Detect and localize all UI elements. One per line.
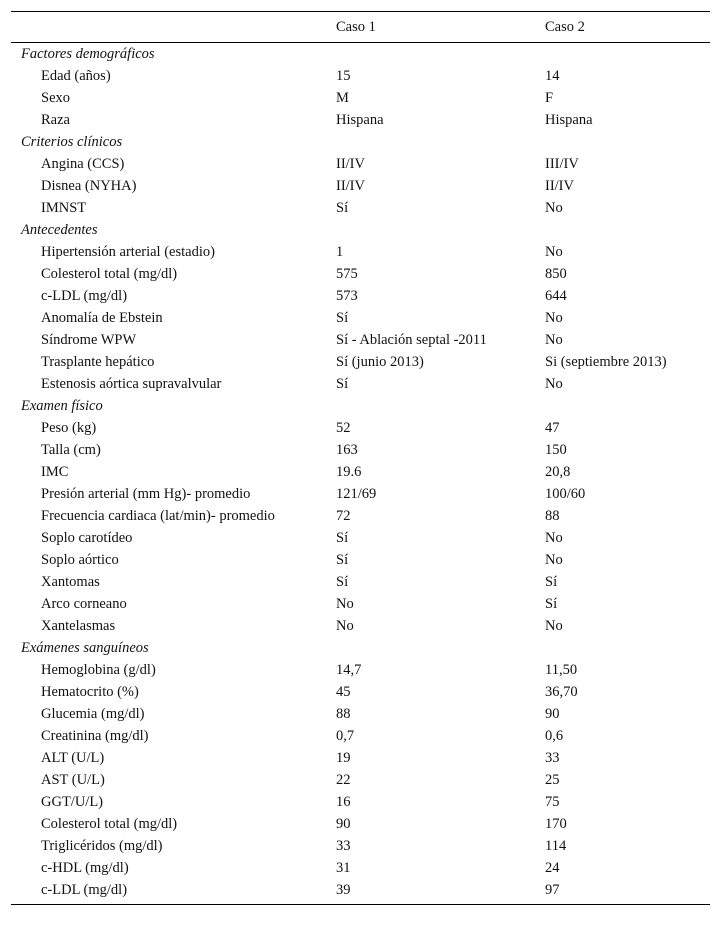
caso-2-value: 47 [545,420,560,436]
caso-2-value: 90 [545,706,560,722]
row-label: Peso (kg) [41,420,97,436]
table-row [11,791,710,813]
caso-1-value: Sí [336,530,349,546]
table-row [11,659,710,681]
row-label: Anomalía de Ebstein [41,310,163,326]
caso-2-value: No [545,376,563,392]
caso-1-value: Sí [336,574,349,590]
caso-1-value: 52 [336,420,351,436]
row-label: Talla (cm) [41,442,101,458]
clinical-table [11,11,710,905]
caso-1-value: Sí [336,200,349,216]
caso-2-value: 150 [545,442,567,458]
caso-1-value: II/IV [336,178,365,194]
caso-2-value: No [545,530,563,546]
row-label: Hematocrito (%) [41,684,139,700]
section-title: Antecedentes [21,222,98,238]
row-label: Presión arterial (mm Hg)- promedio [41,486,251,502]
row-label: c-LDL (mg/dl) [41,288,128,304]
caso-1-value: 573 [336,288,358,304]
caso-1-value: Sí [336,376,349,392]
header-cell-caso-2: Caso 2 [545,19,585,35]
section-header-row [11,395,710,417]
caso-2-value: F [545,90,554,106]
table-row [11,879,710,901]
row-label: c-HDL (mg/dl) [41,860,129,876]
caso-1-value: 22 [336,772,351,788]
table-row [11,681,710,703]
caso-1-value: Sí - Ablación septal -2011 [336,332,487,348]
caso-1-value: 1 [336,244,344,260]
caso-2-value: 11,50 [545,662,578,678]
caso-1-value: 90 [336,816,351,832]
row-label: Creatinina (mg/dl) [41,728,149,744]
table-row [11,417,710,439]
table-body [11,43,710,901]
table-row [11,725,710,747]
caso-2-value: 850 [545,266,567,282]
header-cell-caso-1: Caso 1 [336,19,376,35]
caso-1-value: 16 [336,794,351,810]
caso-2-value: 33 [545,750,560,766]
caso-1-value: 39 [336,882,351,898]
row-label: Frecuencia cardiaca (lat/min)- promedio [41,508,275,524]
row-label: GGT/U/L) [41,794,104,810]
section-title: Criterios clínicos [21,134,123,150]
table-row [11,857,710,879]
table-row [11,87,710,109]
caso-2-value: II/IV [545,178,574,194]
row-label: Soplo aórtico [41,552,119,568]
table-row [11,373,710,395]
row-label: ALT (U/L) [41,750,105,766]
caso-2-value: Sí [545,596,558,612]
caso-1-value: 45 [336,684,351,700]
caso-2-value: Sí [545,574,558,590]
caso-1-value: M [336,90,349,106]
caso-2-value: No [545,310,563,326]
row-label: Hipertensión arterial (estadio) [41,244,215,260]
row-label: Estenosis aórtica supravalvular [41,376,222,392]
table-row [11,747,710,769]
caso-1-value: 19 [336,750,351,766]
table-row [11,769,710,791]
caso-2-value: No [545,244,563,260]
row-label: Trasplante hepático [41,354,155,370]
caso-2-value: Hispana [545,112,593,128]
caso-2-value: No [545,332,563,348]
row-label: Triglicéridos (mg/dl) [41,838,163,854]
caso-2-value: 24 [545,860,560,876]
section-title: Factores demográficos [21,46,155,62]
row-label: Síndrome WPW [41,332,137,348]
caso-2-value: 14 [545,68,560,84]
section-header-row [11,43,710,65]
table-row [11,703,710,725]
row-label: Xantomas [41,574,100,590]
section-header-row [11,131,710,153]
section-header-row [11,219,710,241]
caso-1-value: No [336,618,354,634]
table-row [11,175,710,197]
caso-2-value: Si (septiembre 2013) [545,354,667,370]
row-label: Xantelasmas [41,618,116,634]
caso-2-value: 20,8 [545,464,571,480]
table-row [11,461,710,483]
row-label: Soplo carotídeo [41,530,133,546]
table-row [11,483,710,505]
caso-2-value: 75 [545,794,560,810]
section-title: Examen físico [21,398,103,414]
caso-1-value: Sí (junio 2013) [336,354,424,370]
caso-2-value: 36,70 [545,684,578,700]
row-label: Colesterol total (mg/dl) [41,266,178,282]
caso-2-value: No [545,618,563,634]
table-header-row [11,12,710,42]
caso-1-value: 33 [336,838,351,854]
caso-1-value: 0,7 [336,728,355,744]
caso-1-value: 88 [336,706,351,722]
table-row [11,351,710,373]
table-row [11,109,710,131]
section-title: Exámenes sanguíneos [21,640,149,656]
caso-2-value: III/IV [545,156,579,172]
table-row [11,439,710,461]
caso-2-value: 0,6 [545,728,564,744]
caso-1-value: No [336,596,354,612]
table-row [11,197,710,219]
caso-2-value: 170 [545,816,567,832]
row-label: IMNST [41,200,87,216]
caso-1-value: II/IV [336,156,365,172]
table-bottom-rule [11,904,710,905]
caso-1-value: Sí [336,310,349,326]
caso-1-value: 14,7 [336,662,362,678]
caso-2-value: 100/60 [545,486,586,502]
caso-2-value: No [545,200,563,216]
row-label: Angina (CCS) [41,156,125,172]
table-row [11,153,710,175]
table-row [11,813,710,835]
table-row [11,527,710,549]
row-label: Raza [41,112,70,128]
caso-2-value: No [545,552,563,568]
table-row [11,549,710,571]
row-label: Sexo [41,90,70,106]
table-row [11,263,710,285]
table-row [11,285,710,307]
caso-1-value: 575 [336,266,358,282]
caso-1-value: 72 [336,508,351,524]
table-row [11,307,710,329]
table-row [11,835,710,857]
table-row [11,615,710,637]
caso-2-value: 97 [545,882,560,898]
row-label: Edad (años) [41,68,111,84]
row-label: c-LDL (mg/dl) [41,882,128,898]
caso-2-value: 644 [545,288,567,304]
row-label: Glucemia (mg/dl) [41,706,145,722]
row-label: IMC [41,464,69,480]
row-label: Hemoglobina (g/dl) [41,662,156,678]
caso-1-value: 163 [336,442,358,458]
table-row [11,241,710,263]
row-label: Arco corneano [41,596,127,612]
table-row [11,505,710,527]
caso-1-value: 31 [336,860,351,876]
table-row [11,571,710,593]
table-row [11,593,710,615]
row-label: Colesterol total (mg/dl) [41,816,178,832]
row-label: AST (U/L) [41,772,105,788]
caso-2-value: 25 [545,772,560,788]
caso-2-value: 88 [545,508,560,524]
row-label: Disnea (NYHA) [41,178,137,194]
caso-1-value: 121/69 [336,486,377,502]
caso-1-value: 15 [336,68,351,84]
caso-1-value: Hispana [336,112,384,128]
caso-2-value: 114 [545,838,567,854]
caso-1-value: 19.6 [336,464,362,480]
table-row [11,329,710,351]
section-header-row [11,637,710,659]
caso-1-value: Sí [336,552,349,568]
table-row [11,65,710,87]
